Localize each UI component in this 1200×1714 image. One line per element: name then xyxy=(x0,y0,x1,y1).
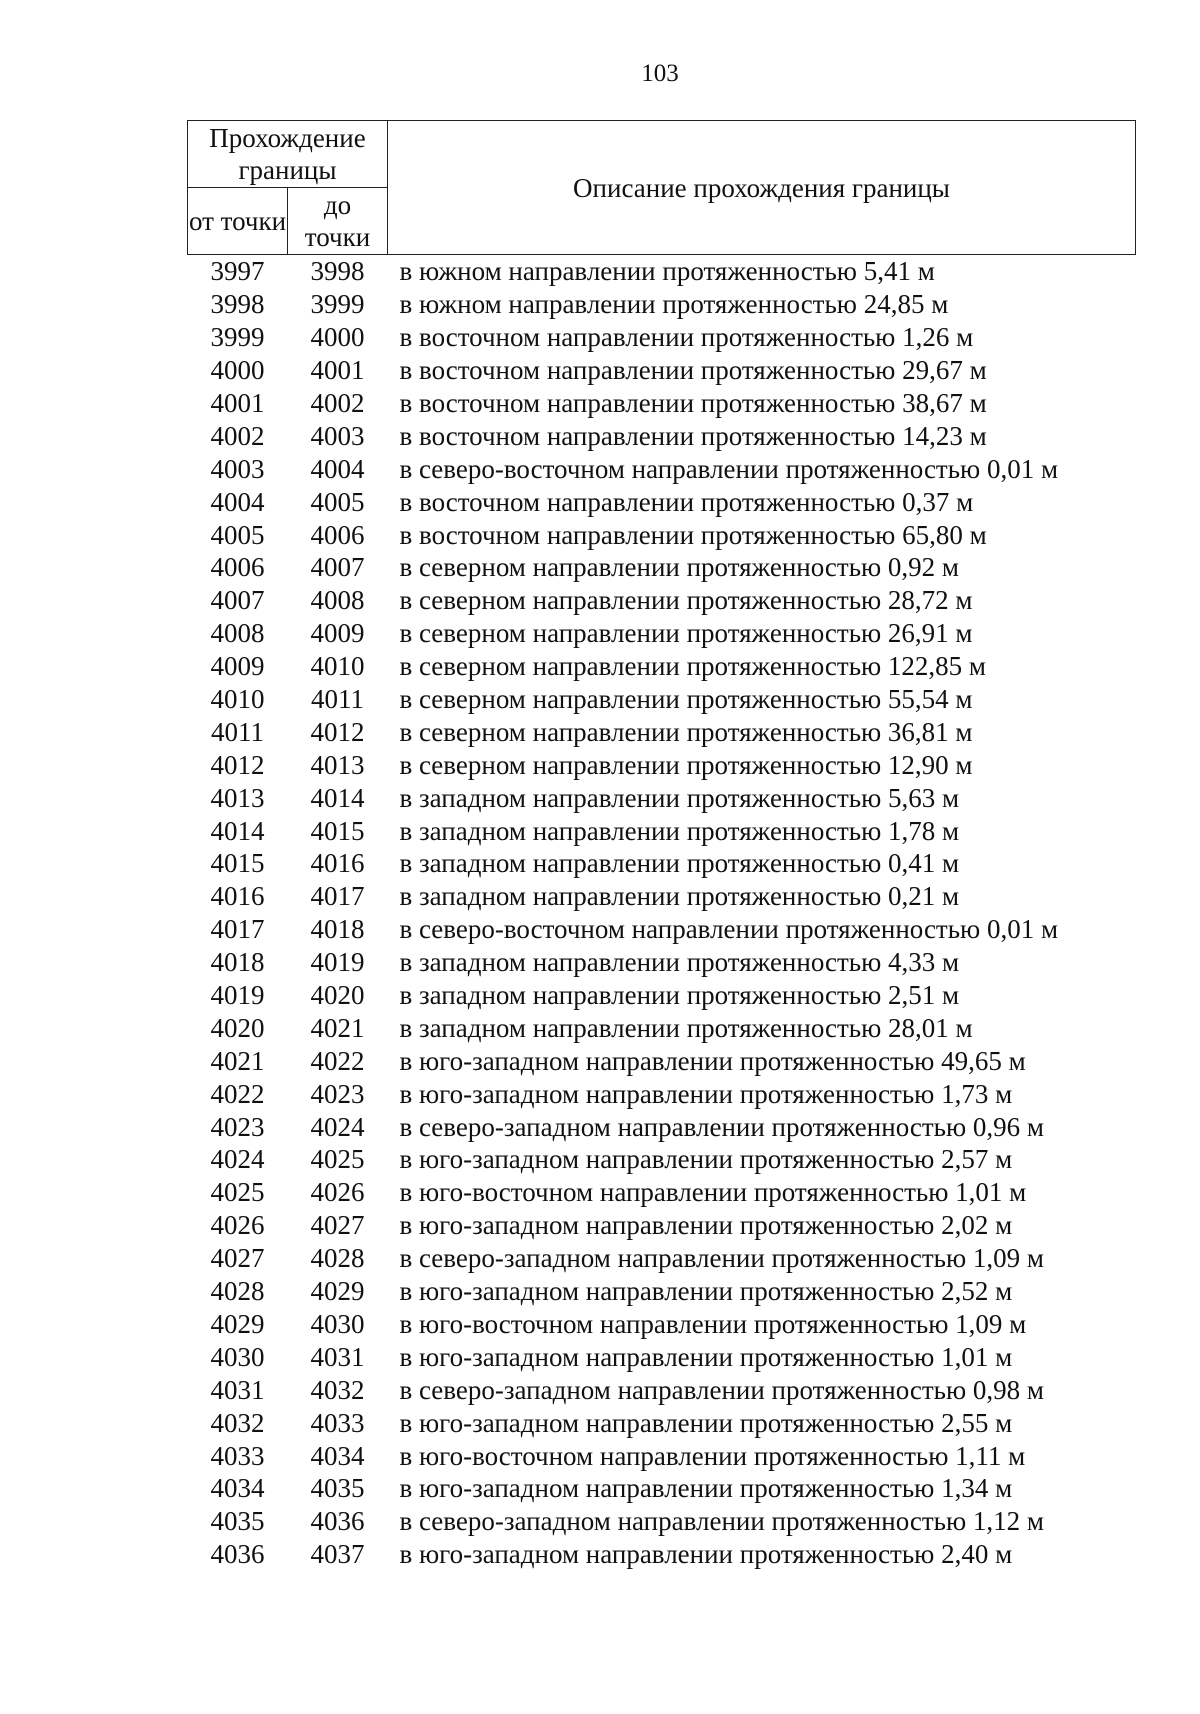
description-cell: в юго-восточном направлении протяженностью 1,01 м xyxy=(399,1177,1027,1208)
description-header: Описание прохождения границы xyxy=(388,121,1136,255)
to-point-cell: 4016 xyxy=(310,848,365,879)
table-row xyxy=(188,1340,1136,1373)
to-point-cell: 4025 xyxy=(310,1144,365,1175)
table-row xyxy=(188,715,1136,748)
to-point-cell: 4009 xyxy=(310,618,365,649)
to-point-cell: 4028 xyxy=(310,1243,365,1274)
from-point-cell: 4006 xyxy=(210,552,265,583)
from-point-cell: 4014 xyxy=(210,815,265,846)
to-point-cell: 4033 xyxy=(310,1407,365,1438)
table-row xyxy=(188,781,1136,814)
to-point-cell: 4032 xyxy=(310,1374,365,1405)
description-cell: в юго-западном направлении протяженностью 1,73 м xyxy=(399,1078,1013,1109)
to-point-cell: 4027 xyxy=(310,1210,365,1241)
from-point-cell: 4035 xyxy=(210,1506,265,1537)
from-point-cell: 4030 xyxy=(210,1341,265,1372)
to-point-cell: 4012 xyxy=(310,716,365,747)
from-point-cell: 4000 xyxy=(210,355,265,386)
from-point-cell: 4032 xyxy=(210,1407,265,1438)
from-point-cell: 4021 xyxy=(210,1045,265,1076)
to-point-cell: 3999 xyxy=(310,289,365,320)
description-cell: в северо-западном направлении протяженностью 0,96 м xyxy=(399,1111,1044,1142)
to-point-cell: 4024 xyxy=(310,1111,365,1142)
from-point-cell: 4019 xyxy=(210,980,265,1011)
to-point-cell: 4034 xyxy=(310,1440,365,1471)
description-cell: в юго-западном направлении протяженностью 2,02 м xyxy=(399,1210,1013,1241)
table-row xyxy=(188,683,1136,716)
table-row xyxy=(188,1439,1136,1472)
to-point-cell: 4011 xyxy=(311,684,364,715)
to-point-cell: 4006 xyxy=(310,519,365,550)
from-point-cell: 4031 xyxy=(210,1374,265,1405)
table-row xyxy=(188,617,1136,650)
table-row xyxy=(188,419,1136,452)
from-point-cell: 4022 xyxy=(210,1078,265,1109)
to-point-cell: 3998 xyxy=(310,256,365,287)
to-point-cell: 4018 xyxy=(310,914,365,945)
from-point-cell: 4010 xyxy=(210,684,265,715)
table-row xyxy=(188,1472,1136,1505)
from-point-cell: 4018 xyxy=(210,947,265,978)
from-point-cell: 4029 xyxy=(210,1308,265,1339)
from-point-cell: 4003 xyxy=(210,453,265,484)
to-point-cell: 4023 xyxy=(310,1078,365,1109)
from-point-cell: 4007 xyxy=(210,585,265,616)
table-row xyxy=(188,255,1136,288)
description-cell: в северном направлении протяженностью 28,72 м xyxy=(399,585,973,616)
from-point-cell: 4001 xyxy=(210,388,265,418)
from-point-header: от точки xyxy=(188,188,288,255)
from-point-cell: 4012 xyxy=(210,749,265,780)
table-row xyxy=(188,650,1136,683)
description-cell: в северном направлении протяженностью 122,85 м xyxy=(399,651,987,682)
to-point-cell: 4002 xyxy=(310,388,365,418)
to-point-cell: 4019 xyxy=(310,947,365,978)
description-cell: в западном направлении протяженностью 4,33 м xyxy=(399,947,960,978)
page-number: 103 xyxy=(641,60,679,87)
to-point-cell: 4022 xyxy=(310,1045,365,1076)
boundary-table xyxy=(187,120,1136,1571)
table-row xyxy=(188,814,1136,847)
to-point-cell: 4001 xyxy=(310,355,365,386)
to-point-cell: 4035 xyxy=(310,1473,365,1504)
description-cell: в восточном направлении протяженностью 0,37 м xyxy=(399,486,974,517)
table-row xyxy=(188,1077,1136,1110)
from-point-cell: 4025 xyxy=(210,1177,265,1208)
to-point-cell: 4004 xyxy=(310,453,365,484)
description-cell: в западном направлении протяженностью 1,78 м xyxy=(399,815,960,846)
table-row xyxy=(188,1373,1136,1406)
to-point-cell: 4003 xyxy=(310,420,365,451)
from-point-cell: 3997 xyxy=(210,256,265,287)
description-cell: в западном направлении протяженностью 5,63 м xyxy=(399,782,960,813)
table-row xyxy=(188,1044,1136,1077)
table-row xyxy=(188,584,1136,617)
to-point-cell: 4026 xyxy=(310,1177,365,1208)
from-point-cell: 4034 xyxy=(210,1473,265,1504)
table-row xyxy=(188,1176,1136,1209)
table-body xyxy=(188,255,1136,1571)
table-row xyxy=(188,288,1136,321)
to-point-cell: 4013 xyxy=(310,749,365,780)
table-row xyxy=(188,452,1136,485)
to-point-cell: 4031 xyxy=(310,1341,365,1372)
table-row xyxy=(188,748,1136,781)
from-point-cell: 3999 xyxy=(210,322,265,353)
description-cell: в юго-восточном направлении протяженностью 1,11 м xyxy=(399,1440,1026,1471)
table-row xyxy=(188,946,1136,979)
description-cell: в юго-западном направлении протяженностью 49,65 м xyxy=(399,1045,1026,1076)
table-row xyxy=(188,1011,1136,1044)
table-row xyxy=(188,979,1136,1012)
to-point-cell: 4014 xyxy=(310,782,365,813)
description-cell: в восточном направлении протяженностью 14,23 м xyxy=(399,420,987,451)
description-cell: в юго-западном направлении протяженностью 2,55 м xyxy=(399,1407,1013,1438)
from-point-cell: 4009 xyxy=(210,651,265,682)
table-row xyxy=(188,1209,1136,1242)
description-cell: в западном направлении протяженностью 2,51 м xyxy=(399,980,960,1011)
table-row xyxy=(188,880,1136,913)
from-point-cell: 4008 xyxy=(210,618,265,649)
table-row xyxy=(188,847,1136,880)
description-cell: в северо-западном направлении протяженностью 0,98 м xyxy=(399,1374,1044,1405)
table-row xyxy=(188,551,1136,584)
description-cell: в западном направлении протяженностью 28,01 м xyxy=(399,1012,973,1043)
table-row xyxy=(188,1143,1136,1176)
from-point-cell: 4015 xyxy=(210,848,265,879)
description-cell: в западном направлении протяженностью 0,41 м xyxy=(399,848,960,879)
description-cell: в северо-восточном направлении протяженностью 0,01 м xyxy=(399,914,1059,945)
from-point-cell: 4024 xyxy=(210,1144,265,1175)
table-row xyxy=(188,1275,1136,1308)
to-point-cell: 4021 xyxy=(310,1012,365,1043)
description-cell: в северо-западном направлении протяженностью 1,09 м xyxy=(399,1243,1044,1274)
to-point-cell: 4029 xyxy=(310,1276,365,1307)
description-cell: в восточном направлении протяженностью 1,26 м xyxy=(399,322,974,353)
description-cell: в северо-восточном направлении протяженностью 0,01 м xyxy=(399,453,1059,484)
boundary-passage-header: Прохождение границы xyxy=(188,121,388,188)
from-point-cell: 4028 xyxy=(210,1276,265,1307)
description-cell: в юго-западном направлении протяженностью 2,57 м xyxy=(399,1144,1013,1175)
to-point-cell: 4015 xyxy=(310,815,365,846)
to-point-cell: 4037 xyxy=(310,1539,365,1570)
from-point-cell: 4027 xyxy=(210,1243,265,1274)
to-point-cell: 4020 xyxy=(310,980,365,1011)
table-row xyxy=(188,1538,1136,1571)
description-cell: в юго-западном направлении протяженностью 1,01 м xyxy=(399,1341,1013,1372)
description-cell: в северном направлении протяженностью 12,90 м xyxy=(399,749,973,780)
description-cell: в юго-западном направлении протяженностью 2,52 м xyxy=(399,1276,1013,1307)
from-point-cell: 4020 xyxy=(210,1012,265,1043)
description-cell: в северном направлении протяженностью 0,92 м xyxy=(399,552,960,583)
description-cell: в северо-западном направлении протяженностью 1,12 м xyxy=(399,1506,1044,1537)
description-cell: в восточном направлении протяженностью 29,67 м xyxy=(399,355,987,386)
table-row xyxy=(188,387,1136,420)
from-point-cell: 4011 xyxy=(211,716,264,747)
to-point-header: до точки xyxy=(288,188,388,255)
from-point-cell: 4013 xyxy=(210,782,265,813)
to-point-cell: 4036 xyxy=(310,1506,365,1537)
description-cell: в южном направлении протяженностью 5,41 м xyxy=(399,256,935,287)
description-cell: в восточном направлении протяженностью 65,80 м xyxy=(399,519,987,550)
from-point-cell: 3998 xyxy=(210,289,265,320)
description-cell: в юго-восточном направлении протяженностью 1,09 м xyxy=(399,1308,1027,1339)
from-point-cell: 4023 xyxy=(210,1111,265,1142)
to-point-cell: 4005 xyxy=(310,486,365,517)
to-point-cell: 4007 xyxy=(310,552,365,583)
description-cell: в юго-западном направлении протяженностью 2,40 м xyxy=(399,1539,1013,1570)
to-point-cell: 4000 xyxy=(310,322,365,353)
from-point-cell: 4002 xyxy=(210,420,265,451)
description-cell: в северном направлении протяженностью 26,91 м xyxy=(399,618,973,649)
to-point-cell: 4010 xyxy=(310,651,365,682)
from-point-cell: 4005 xyxy=(210,519,265,550)
from-point-cell: 4017 xyxy=(210,914,265,945)
table-row xyxy=(188,1110,1136,1143)
table-row xyxy=(188,1505,1136,1538)
table-row xyxy=(188,518,1136,551)
from-point-cell: 4016 xyxy=(210,881,265,912)
table-row xyxy=(188,354,1136,387)
table-row xyxy=(188,1406,1136,1439)
table-row xyxy=(188,1242,1136,1275)
to-point-cell: 4030 xyxy=(310,1308,365,1339)
description-cell: в северном направлении протяженностью 36,81 м xyxy=(399,716,973,747)
table-row xyxy=(188,1308,1136,1341)
from-point-cell: 4004 xyxy=(210,486,265,517)
to-point-cell: 4008 xyxy=(310,585,365,616)
table-row xyxy=(188,485,1136,518)
description-cell: в западном направлении протяженностью 0,21 м xyxy=(399,881,960,912)
table-header xyxy=(188,121,1136,255)
description-cell: в восточном направлении протяженностью 38,67 м xyxy=(399,388,987,418)
description-cell: в северном направлении протяженностью 55,54 м xyxy=(399,684,973,715)
table-row xyxy=(188,913,1136,946)
from-point-cell: 4026 xyxy=(210,1210,265,1241)
to-point-cell: 4017 xyxy=(310,881,365,912)
from-point-cell: 4033 xyxy=(210,1440,265,1471)
table-row xyxy=(188,321,1136,354)
description-cell: в южном направлении протяженностью 24,85 м xyxy=(399,289,949,320)
description-cell: в юго-западном направлении протяженностью 1,34 м xyxy=(399,1473,1013,1504)
from-point-cell: 4036 xyxy=(210,1539,265,1570)
